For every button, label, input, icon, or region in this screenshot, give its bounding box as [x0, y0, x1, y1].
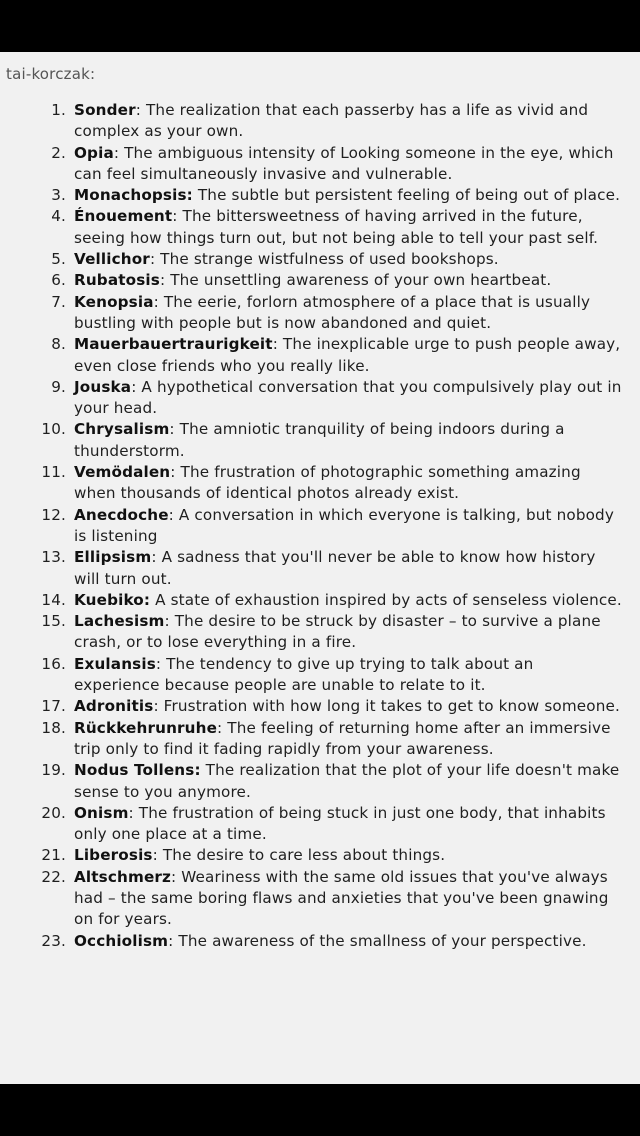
list-item [0, 377, 640, 420]
term-definition: : Weariness with the same old issues that you've always had – the same boring flaws and anxieties that you've been gnawing on for years. [74, 867, 609, 929]
list-item [0, 611, 640, 654]
term-word: Rubatosis [74, 271, 160, 290]
term-word: Occhiolism [74, 931, 169, 950]
term-word: Nodus Tollens: [74, 761, 201, 780]
item-number: 9. [51, 377, 66, 396]
item-number: 13. [41, 548, 66, 567]
post-body [0, 52, 640, 1084]
term-definition: : A hypothetical conversation that you compulsively play out in your head. [74, 377, 622, 418]
term-word: Exulansis [74, 654, 156, 673]
term-word: Monachopsis: [74, 186, 193, 205]
term-definition: : The inexplicable urge to push people away, even close friends who you really like. [74, 335, 621, 375]
term-word: Kuebiko: [74, 590, 151, 609]
term-word: Vemödalen [74, 463, 171, 482]
list-item [0, 206, 640, 249]
term-word: Anecdoche [74, 505, 169, 524]
list-item [0, 100, 640, 143]
item-number: 1. [51, 101, 66, 119]
item-number: 4. [51, 207, 66, 226]
list-item [0, 654, 640, 697]
list-item [0, 419, 640, 462]
term-definition: : The ambiguous intensity of Looking someone in the eye, which can feel simultaneously invasive and vulnerable. [74, 143, 614, 183]
item-number: 7. [51, 292, 66, 311]
term-definition: : The bittersweetness of having arrived in the future, seeing how things turn out, but not being able to tell your past self. [74, 207, 599, 247]
term-word: Lachesism [74, 612, 165, 631]
list-item [0, 185, 640, 206]
list-item [0, 270, 640, 291]
term-definition: : The amniotic tranquility of being indoors during a thunderstorm. [74, 420, 565, 460]
item-number: 19. [41, 761, 66, 780]
list-item [0, 696, 640, 717]
item-number: 23. [41, 931, 66, 950]
list-item [0, 249, 640, 270]
term-word: Altschmerz [74, 867, 172, 886]
term-word: Chrysalism [74, 420, 170, 439]
term-definition: : The awareness of the smallness of your perspective. [168, 931, 587, 950]
term-word: Sonder [74, 101, 136, 119]
term-definition: : Frustration with how long it takes to get to know someone. [153, 697, 620, 716]
term-word: Rückkehrunruhe [74, 718, 218, 737]
list-item [0, 845, 640, 866]
term-definition: : The frustration of photographic something amazing when thousands of identical photos already exist. [74, 463, 581, 503]
term-definition: : A sadness that you'll never be able to know how history will turn out. [74, 548, 596, 588]
list-item [0, 718, 640, 761]
list-item [0, 867, 640, 931]
term-word: Kenopsia [74, 292, 154, 311]
item-number: 17. [41, 697, 66, 716]
item-number: 12. [41, 505, 66, 524]
term-word: Énouement [74, 207, 173, 226]
list-item [0, 803, 640, 846]
item-number: 8. [51, 335, 66, 354]
item-number: 14. [41, 590, 66, 609]
term-word: Liberosis [74, 846, 153, 865]
term-definition: : The strange wistfulness of used bookshops. [149, 250, 499, 269]
post-author[interactable]: tai-korczak: [6, 65, 96, 83]
list-item [0, 590, 640, 611]
term-definition: : The unsettling awareness of your own heartbeat. [159, 271, 552, 290]
list-item [0, 334, 640, 377]
term-word: Onism [74, 803, 129, 822]
term-definition: The realization that the plot of your life doesn't make sense to you anymore. [74, 761, 620, 801]
term-word: Vellichor [74, 250, 150, 269]
terms-list [0, 100, 640, 952]
item-number: 18. [41, 718, 66, 737]
term-word: Adronitis [74, 697, 154, 716]
list-item [0, 760, 640, 803]
list-item [0, 505, 640, 548]
term-word: Mauerbauertraurigkeit [74, 335, 273, 354]
item-number: 21. [41, 846, 66, 865]
term-word: Jouska [74, 377, 132, 396]
item-number: 11. [41, 463, 66, 482]
term-word: Opia [74, 143, 114, 162]
list-item [0, 931, 640, 952]
item-number: 15. [41, 612, 66, 631]
item-number: 6. [51, 271, 66, 290]
term-definition: : The desire to care less about things. [152, 846, 446, 865]
item-number: 20. [41, 803, 66, 822]
list-item [0, 143, 640, 186]
top-bar [0, 0, 640, 52]
term-definition: : The eerie, forlorn atmosphere of a place that is usually bustling with people but is now abandoned and quiet. [74, 292, 591, 332]
term-definition: : A conversation in which everyone is talking, but nobody is listening [74, 505, 614, 545]
bottom-bar [0, 1084, 640, 1136]
term-definition: : The frustration of being stuck in just one body, that inhabits only one place at a time. [74, 803, 606, 844]
item-number: 16. [41, 654, 66, 673]
term-definition: : The feeling of returning home after an immersive trip only to find it fading rapidly from your awareness. [74, 718, 611, 758]
term-word: Ellipsism [74, 548, 152, 567]
item-number: 22. [41, 867, 66, 886]
item-number: 5. [51, 250, 66, 269]
term-definition: : The realization that each passerby has a life as vivid and complex as your own. [74, 101, 589, 141]
term-definition: : The desire to be struck by disaster – to survive a plane crash, or to lose everything in a fire. [74, 612, 601, 652]
list-item [0, 462, 640, 505]
list-item [0, 292, 640, 335]
term-definition: A state of exhaustion inspired by acts of senseless violence. [150, 590, 622, 609]
term-definition: The subtle but persistent feeling of being out of place. [192, 186, 621, 205]
term-definition: : The tendency to give up trying to talk about an experience because people are unable to relate to it. [74, 654, 534, 695]
item-number: 10. [41, 420, 66, 439]
list-item [0, 547, 640, 590]
item-number: 2. [51, 143, 66, 162]
item-number: 3. [51, 186, 66, 205]
